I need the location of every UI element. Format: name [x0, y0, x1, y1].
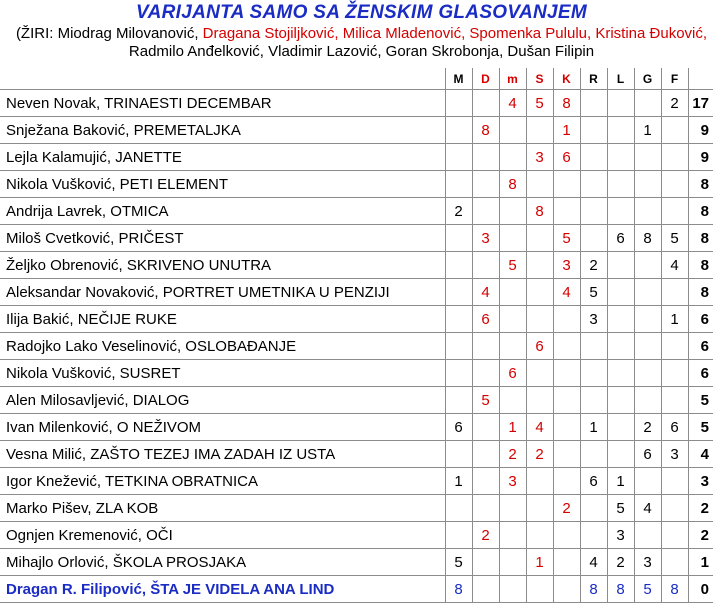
vote-cell: 8 [445, 576, 472, 603]
jury-line-1 [0, 25, 723, 42]
votes-table [0, 68, 713, 603]
jury-female-members: Dragana Stojiljković, Milica Mladenović, Spomenka Pululu, Kristina Đuković, [202, 25, 708, 42]
table-row [0, 468, 713, 495]
vote-cell [661, 117, 688, 144]
vote-cell [661, 333, 688, 360]
vote-cell [661, 360, 688, 387]
vote-cell: 3 [499, 468, 526, 495]
column-header: m [499, 68, 526, 90]
vote-cell [445, 90, 472, 117]
vote-cell [472, 495, 499, 522]
vote-cell: 4 [499, 90, 526, 117]
vote-cell [661, 144, 688, 171]
vote-cell: 2 [634, 414, 661, 441]
vote-cell: 5 [472, 387, 499, 414]
vote-cell [526, 117, 553, 144]
vote-cell [526, 387, 553, 414]
vote-cell [661, 387, 688, 414]
entry-name: Nikola Vušković, PETI ELEMENT [0, 171, 445, 198]
vote-cell [634, 171, 661, 198]
table-row [0, 117, 713, 144]
vote-cell [526, 522, 553, 549]
vote-cell [526, 171, 553, 198]
table-row [0, 252, 713, 279]
vote-cell [553, 549, 580, 576]
vote-cell [472, 468, 499, 495]
entry-name: Igor Knežević, TETKINA OBRATNICA [0, 468, 445, 495]
vote-cell: 4 [553, 279, 580, 306]
vote-cell: 6 [499, 360, 526, 387]
vote-cell: 5 [661, 225, 688, 252]
vote-cell: 8 [472, 117, 499, 144]
vote-cell [607, 387, 634, 414]
header-row [0, 68, 713, 90]
vote-cell [634, 279, 661, 306]
vote-cell: 8 [580, 576, 607, 603]
table-row [0, 171, 713, 198]
vote-cell: 2 [445, 198, 472, 225]
entry-name: Miloš Cvetković, PRIČEST [0, 225, 445, 252]
vote-cell [553, 333, 580, 360]
total-cell: 5 [688, 414, 713, 441]
vote-cell [661, 198, 688, 225]
vote-cell [580, 360, 607, 387]
vote-cell: 2 [499, 441, 526, 468]
vote-cell: 3 [634, 549, 661, 576]
total-cell: 0 [688, 576, 713, 603]
vote-cell [553, 576, 580, 603]
vote-cell [499, 333, 526, 360]
vote-cell [580, 441, 607, 468]
vote-cell: 8 [661, 576, 688, 603]
header-blank [0, 68, 445, 90]
vote-cell: 4 [580, 549, 607, 576]
vote-cell [634, 90, 661, 117]
vote-cell: 5 [580, 279, 607, 306]
vote-cell [553, 171, 580, 198]
vote-cell [472, 333, 499, 360]
vote-cell [580, 171, 607, 198]
entry-name: Mihajlo Orlović, ŠKOLA PROSJAKA [0, 549, 445, 576]
vote-cell: 8 [499, 171, 526, 198]
vote-cell: 2 [526, 441, 553, 468]
table-row [0, 333, 713, 360]
vote-cell [607, 144, 634, 171]
vote-cell [472, 252, 499, 279]
vote-cell [634, 522, 661, 549]
vote-cell [445, 117, 472, 144]
vote-cell [472, 198, 499, 225]
vote-cell [499, 495, 526, 522]
table-row [0, 387, 713, 414]
vote-cell [526, 252, 553, 279]
vote-cell: 8 [553, 90, 580, 117]
vote-cell [553, 522, 580, 549]
total-cell: 9 [688, 117, 713, 144]
vote-cell: 4 [661, 252, 688, 279]
vote-cell [445, 441, 472, 468]
vote-cell [445, 144, 472, 171]
vote-cell: 3 [472, 225, 499, 252]
vote-cell [580, 333, 607, 360]
vote-cell [553, 387, 580, 414]
column-header: F [661, 68, 688, 90]
total-cell: 8 [688, 171, 713, 198]
vote-cell [580, 90, 607, 117]
vote-cell [634, 306, 661, 333]
header-total [688, 68, 713, 90]
vote-cell: 1 [445, 468, 472, 495]
vote-cell [553, 468, 580, 495]
entry-name: Ivan Milenković, O NEŽIVOM [0, 414, 445, 441]
total-cell: 6 [688, 360, 713, 387]
vote-cell [634, 468, 661, 495]
vote-cell: 1 [553, 117, 580, 144]
vote-cell: 2 [607, 549, 634, 576]
vote-cell: 5 [553, 225, 580, 252]
vote-cell [499, 522, 526, 549]
vote-cell [580, 117, 607, 144]
vote-cell [661, 468, 688, 495]
vote-cell: 6 [472, 306, 499, 333]
vote-cell: 3 [661, 441, 688, 468]
vote-cell: 1 [580, 414, 607, 441]
vote-cell: 5 [445, 549, 472, 576]
column-header: R [580, 68, 607, 90]
column-header: S [526, 68, 553, 90]
total-cell: 8 [688, 225, 713, 252]
entry-name: Dragan R. Filipović, ŠTA JE VIDELA ANA LIND [0, 576, 445, 603]
table-row [0, 522, 713, 549]
total-cell: 6 [688, 333, 713, 360]
vote-cell [445, 360, 472, 387]
vote-cell: 4 [526, 414, 553, 441]
vote-cell: 1 [526, 549, 553, 576]
vote-cell: 4 [634, 495, 661, 522]
vote-cell [472, 549, 499, 576]
table-row [0, 198, 713, 225]
vote-cell [634, 252, 661, 279]
table-row [0, 549, 713, 576]
total-cell: 4 [688, 441, 713, 468]
vote-cell [499, 225, 526, 252]
vote-cell [580, 495, 607, 522]
vote-cell: 6 [580, 468, 607, 495]
entry-name: Vesna Milić, ZAŠTO TEZEJ IMA ZADAH IZ USTA [0, 441, 445, 468]
vote-cell [661, 522, 688, 549]
vote-cell [472, 360, 499, 387]
vote-cell: 8 [526, 198, 553, 225]
vote-cell [553, 441, 580, 468]
vote-cell [445, 495, 472, 522]
table-row [0, 495, 713, 522]
vote-cell [634, 333, 661, 360]
vote-cell: 8 [607, 576, 634, 603]
column-header: K [553, 68, 580, 90]
vote-cell [526, 279, 553, 306]
vote-cell [607, 252, 634, 279]
total-cell: 1 [688, 549, 713, 576]
vote-cell [580, 225, 607, 252]
vote-cell: 3 [580, 306, 607, 333]
vote-cell [445, 225, 472, 252]
vote-cell: 8 [634, 225, 661, 252]
vote-cell [607, 333, 634, 360]
table-row [0, 90, 713, 117]
vote-cell [472, 171, 499, 198]
table-row [0, 414, 713, 441]
vote-cell [526, 225, 553, 252]
vote-cell [553, 414, 580, 441]
vote-cell [607, 360, 634, 387]
vote-cell [445, 171, 472, 198]
vote-cell: 4 [472, 279, 499, 306]
vote-cell [607, 441, 634, 468]
vote-cell [526, 576, 553, 603]
total-cell: 8 [688, 198, 713, 225]
vote-cell [661, 495, 688, 522]
vote-cell [499, 117, 526, 144]
vote-cell [526, 306, 553, 333]
vote-cell [580, 522, 607, 549]
vote-cell: 3 [607, 522, 634, 549]
vote-cell [472, 90, 499, 117]
entry-name: Lejla Kalamujić, JANETTE [0, 144, 445, 171]
vote-cell: 2 [580, 252, 607, 279]
jury-line-2: Radmilo Anđelković, Vladimir Lazović, Goran Skrobonja, Dušan Filipin [128, 43, 595, 60]
vote-cell [472, 576, 499, 603]
vote-cell: 6 [445, 414, 472, 441]
vote-cell: 5 [526, 90, 553, 117]
entry-name: Ilija Bakić, NEČIJE RUKE [0, 306, 445, 333]
vote-cell [553, 306, 580, 333]
total-cell: 2 [688, 522, 713, 549]
vote-cell [499, 144, 526, 171]
total-cell: 8 [688, 252, 713, 279]
vote-cell: 6 [661, 414, 688, 441]
total-cell: 3 [688, 468, 713, 495]
vote-cell: 2 [472, 522, 499, 549]
vote-cell: 6 [634, 441, 661, 468]
entry-name: Andrija Lavrek, OTMICA [0, 198, 445, 225]
vote-cell: 1 [661, 306, 688, 333]
column-header: M [445, 68, 472, 90]
vote-cell [445, 279, 472, 306]
table-row [0, 279, 713, 306]
vote-cell [526, 495, 553, 522]
vote-cell [634, 198, 661, 225]
entry-name: Alen Milosavljević, DIALOG [0, 387, 445, 414]
vote-cell [580, 144, 607, 171]
table-row [0, 225, 713, 252]
total-cell: 6 [688, 306, 713, 333]
table-row [0, 441, 713, 468]
vote-cell [634, 144, 661, 171]
total-cell: 8 [688, 279, 713, 306]
entry-name: Radojko Lako Veselinović, OSLOBAĐANJE [0, 333, 445, 360]
entry-name: Neven Novak, TRINAESTI DECEMBAR [0, 90, 445, 117]
table-row [0, 144, 713, 171]
vote-cell: 3 [526, 144, 553, 171]
vote-cell [499, 576, 526, 603]
vote-cell [445, 522, 472, 549]
vote-cell [445, 306, 472, 333]
column-header: G [634, 68, 661, 90]
vote-cell [472, 144, 499, 171]
vote-cell [661, 549, 688, 576]
vote-cell: 6 [553, 144, 580, 171]
vote-cell [499, 549, 526, 576]
vote-cell: 5 [634, 576, 661, 603]
vote-cell [580, 387, 607, 414]
vote-cell: 6 [607, 225, 634, 252]
vote-cell [472, 441, 499, 468]
vote-cell: 2 [661, 90, 688, 117]
vote-cell [634, 360, 661, 387]
column-header: D [472, 68, 499, 90]
vote-cell: 2 [553, 495, 580, 522]
vote-cell [553, 360, 580, 387]
vote-cell: 6 [526, 333, 553, 360]
vote-cell: 1 [607, 468, 634, 495]
entry-name: Marko Pišev, ZLA KOB [0, 495, 445, 522]
page-title: VARIJANTA SAMO SA ŽENSKIM GLASOVANJEM [136, 2, 587, 23]
vote-cell [499, 198, 526, 225]
vote-cell: 5 [499, 252, 526, 279]
vote-cell [607, 306, 634, 333]
table-row [0, 576, 713, 603]
entry-name: Nikola Vušković, SUSRET [0, 360, 445, 387]
entry-name: Željko Obrenović, SKRIVENO UNUTRA [0, 252, 445, 279]
vote-cell [634, 387, 661, 414]
vote-cell [445, 252, 472, 279]
table-row [0, 306, 713, 333]
total-cell: 9 [688, 144, 713, 171]
vote-cell [607, 90, 634, 117]
total-cell: 2 [688, 495, 713, 522]
table-row [0, 360, 713, 387]
total-cell: 5 [688, 387, 713, 414]
entry-name: Aleksandar Novaković, PORTRET UMETNIKA U PENZIJI [0, 279, 445, 306]
vote-cell: 1 [499, 414, 526, 441]
vote-cell [526, 360, 553, 387]
vote-cell [607, 414, 634, 441]
vote-cell [607, 117, 634, 144]
vote-cell [607, 279, 634, 306]
vote-cell: 5 [607, 495, 634, 522]
vote-cell [607, 171, 634, 198]
vote-cell [661, 171, 688, 198]
entry-name: Ognjen Kremenović, OČI [0, 522, 445, 549]
vote-cell [499, 306, 526, 333]
vote-cell [553, 198, 580, 225]
vote-cell [607, 198, 634, 225]
vote-cell [445, 333, 472, 360]
vote-cell [499, 279, 526, 306]
jury-prefix: (ŽIRI: Miodrag Milovanović, [15, 25, 203, 42]
vote-cell [580, 198, 607, 225]
vote-cell [472, 414, 499, 441]
entry-name: Snježana Baković, PREMETALJKA [0, 117, 445, 144]
vote-cell: 1 [634, 117, 661, 144]
column-header: L [607, 68, 634, 90]
vote-cell [499, 387, 526, 414]
vote-cell [445, 387, 472, 414]
vote-cell [661, 279, 688, 306]
total-cell: 17 [688, 90, 713, 117]
vote-cell: 3 [553, 252, 580, 279]
vote-cell [526, 468, 553, 495]
